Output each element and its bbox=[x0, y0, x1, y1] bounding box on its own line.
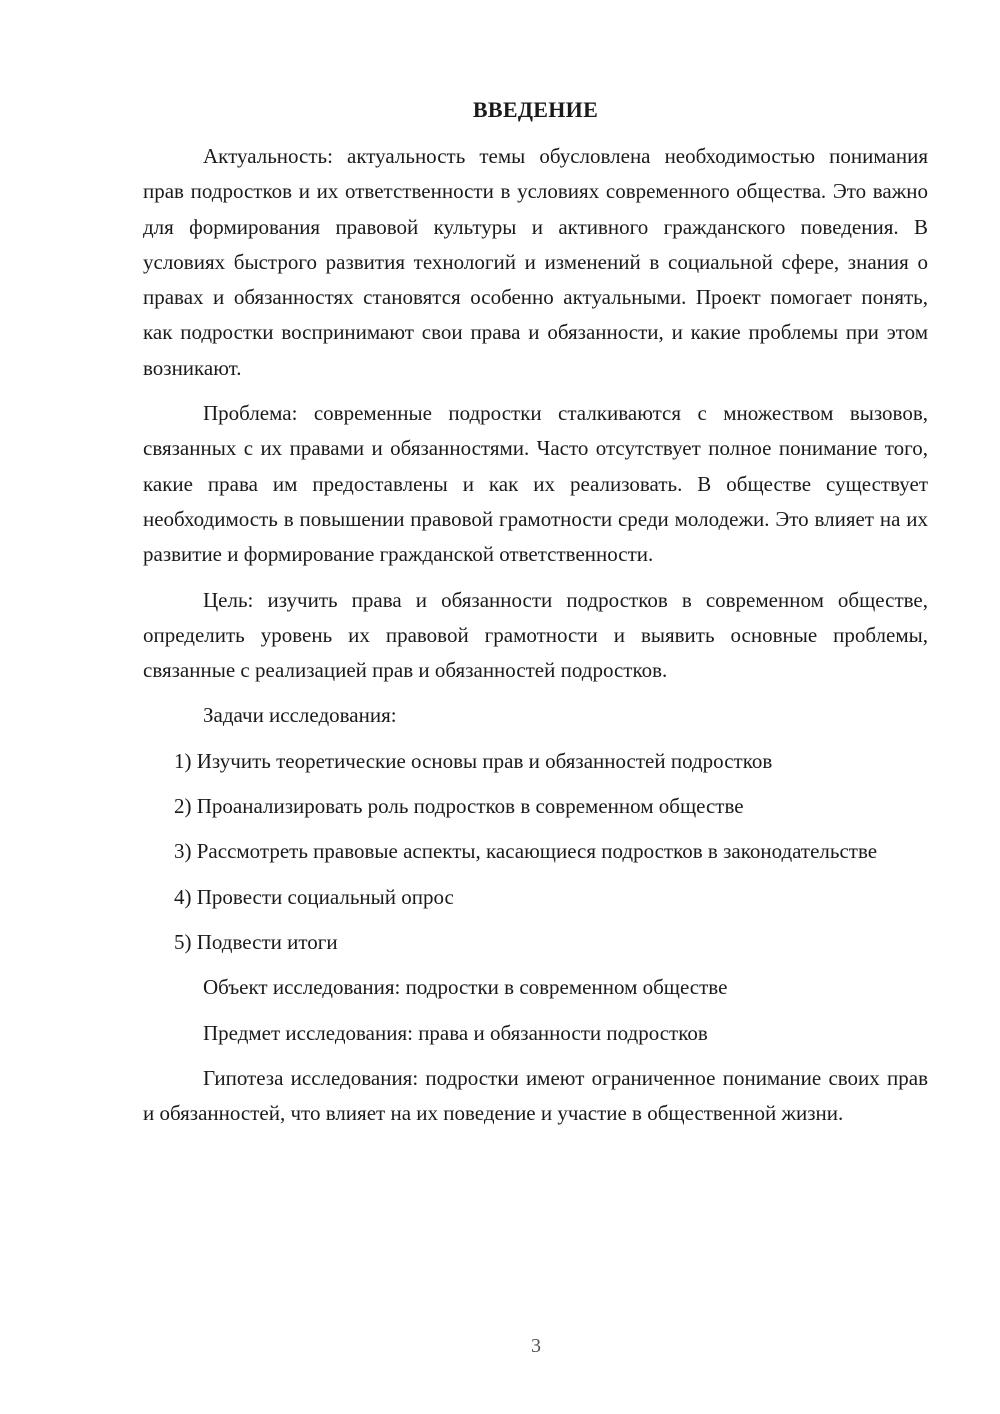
page-number: 3 bbox=[531, 1335, 541, 1357]
research-subject: Предмет исследования: права и обязанности подростков bbox=[203, 1020, 708, 1045]
problem-paragraph: Проблема: современные подростки сталкиваются с множеством вызовов, связанных с их правами и обязанностями. Часто отсутствует полное понимание того, какие права им предоставлены и как их реализовать. В обществе существует необходимость в повышении правовой грамотности среди молодежи. Это влияет на их развитие и формирование гражданской ответственности. bbox=[143, 401, 928, 567]
task-item-2: 2) Проанализировать роль подростков в современном обществе bbox=[174, 794, 744, 819]
task-item-4: 4) Провести социальный опрос bbox=[174, 884, 454, 909]
task-item-5: 5) Подвести итоги bbox=[174, 929, 338, 954]
section-title: ВВЕДЕНИЕ bbox=[472, 97, 599, 122]
relevance-paragraph: Актуальность: актуальность темы обусловлена необходимостью понимания прав подростков и их ответственности в условиях современного общества. Это важно для формирования правовой культуры и активного гражданского поведения. В условиях быстрого развития технологий и изменений в социальной сфере, знания о правах и обязанностях становятся особенно актуальными. Проект помогает понять, как подростки воспринимают свои права и обязанности, и какие проблемы при этом возникают. bbox=[143, 144, 928, 380]
task-item-3: 3) Рассмотреть правовые аспекты, касающиеся подростков в законодательстве bbox=[174, 839, 878, 864]
task-item-1: 1) Изучить теоретические основы прав и обязанностей подростков bbox=[174, 748, 773, 773]
goal-paragraph: Цель: изучить права и обязанности подростков в современном обществе, определить уровень их правовой грамотности и выявить основные проблемы, связанные с реализацией прав и обязанностей подростков. bbox=[143, 587, 928, 683]
tasks-heading: Задачи исследования: bbox=[203, 703, 397, 728]
research-object: Объект исследования: подростки в современном обществе bbox=[203, 975, 728, 1000]
page-content bbox=[143, 93, 928, 1141]
research-hypothesis: Гипотеза исследования: подростки имеют ограниченное понимание своих прав и обязанностей, что влияет на их поведение и участие в общественной жизни. bbox=[143, 1065, 928, 1126]
